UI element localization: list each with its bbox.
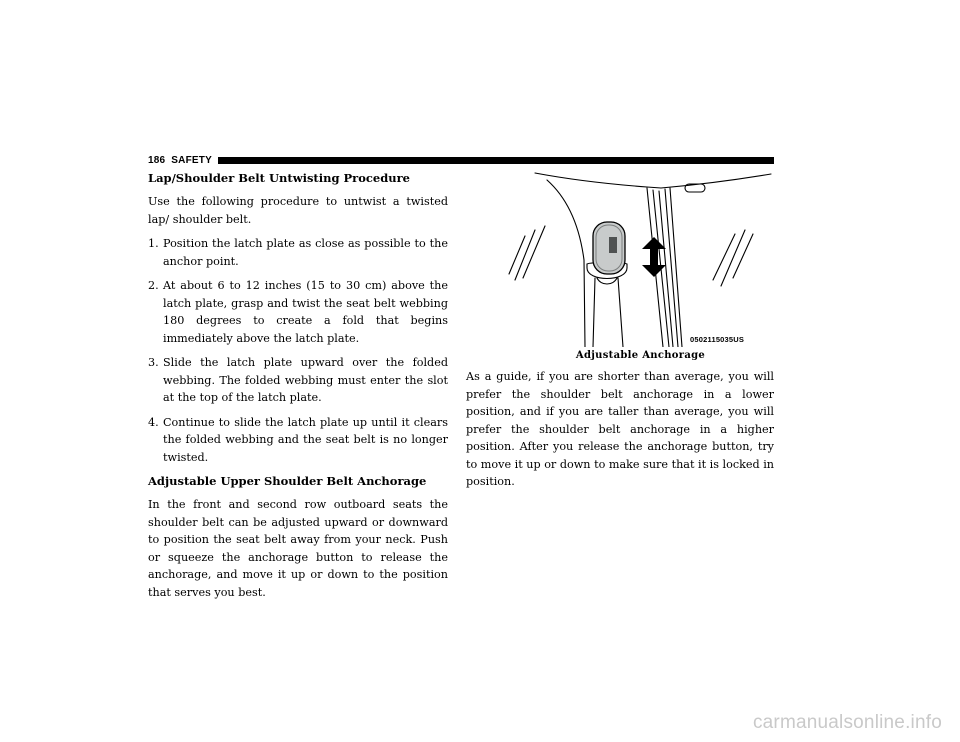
procedure-steps [148, 235, 448, 466]
section-title: SAFETY [171, 154, 212, 166]
trim-edge-line [535, 173, 661, 188]
belt-webbing [593, 278, 595, 347]
step-text: Slide the latch plate upward over the folded webbing. The folded webbing must enter the slot at the top of the latch plate. [163, 356, 448, 404]
step-item [148, 414, 448, 467]
figure-code: 0502115035US [690, 335, 745, 344]
intro-paragraph: Use the following procedure to untwist a twisted lap/ shoulder belt. [148, 195, 448, 226]
header-rule [218, 157, 774, 164]
step-item [148, 277, 448, 347]
right-column [466, 368, 774, 498]
glass-reflection-line [509, 236, 525, 274]
up-down-arrow-icon [642, 237, 666, 277]
watermark: carmanualsonline.info [752, 712, 942, 733]
step-number: 1. [148, 237, 159, 250]
step-number: 2. [148, 279, 159, 292]
heading-untwisting-procedure: Lap/Shoulder Belt Untwisting Procedure [148, 171, 410, 185]
belt-webbing [618, 278, 623, 347]
step-number: 3. [148, 356, 159, 369]
anchorage-paragraph: In the front and second row outboard seats the shoulder belt can be adjusted upward or downward to position the seat belt away from your neck. Push or squeeze the anchorage button to release the anchorage, and move it up or down to the position that serves you best. [148, 498, 448, 599]
step-item [148, 354, 448, 407]
anchorage-illustration [507, 170, 774, 347]
anchorage-drawing [507, 170, 774, 347]
page-number: 186 [148, 154, 166, 166]
pillar-edge [547, 180, 585, 347]
anchorage-button-slot [609, 237, 617, 253]
heading-adjustable-anchorage: Adjustable Upper Shoulder Belt Anchorage [148, 474, 427, 488]
step-text: Position the latch plate as close as possible to the anchor point. [163, 237, 448, 268]
step-text: At about 6 to 12 inches (15 to 30 cm) above the latch plate, grasp and twist the seat belt webbing 180 degrees to create a fold that begins immediately above the latch plate. [163, 279, 448, 345]
glass-reflection-line [733, 234, 753, 278]
glass-reflection-line [713, 234, 735, 280]
page-header [148, 154, 774, 166]
left-column [148, 171, 448, 608]
step-text: Continue to slide the latch plate up until it clears the folded webbing and the seat belt is no longer twisted. [163, 415, 448, 464]
trim-edge-line [661, 174, 771, 188]
step-number: 4. [148, 415, 159, 429]
guide-paragraph: As a guide, if you are shorter than average, you will prefer the shoulder belt anchorage in a lower position, and if you are taller than average, you will prefer the shoulder belt anchorage in a higher position. After you release the anchorage button, try to move it up or down to make sure that it is locked in position. [466, 370, 774, 488]
figure-caption: Adjustable Anchorage [575, 350, 706, 361]
step-item [148, 235, 448, 270]
